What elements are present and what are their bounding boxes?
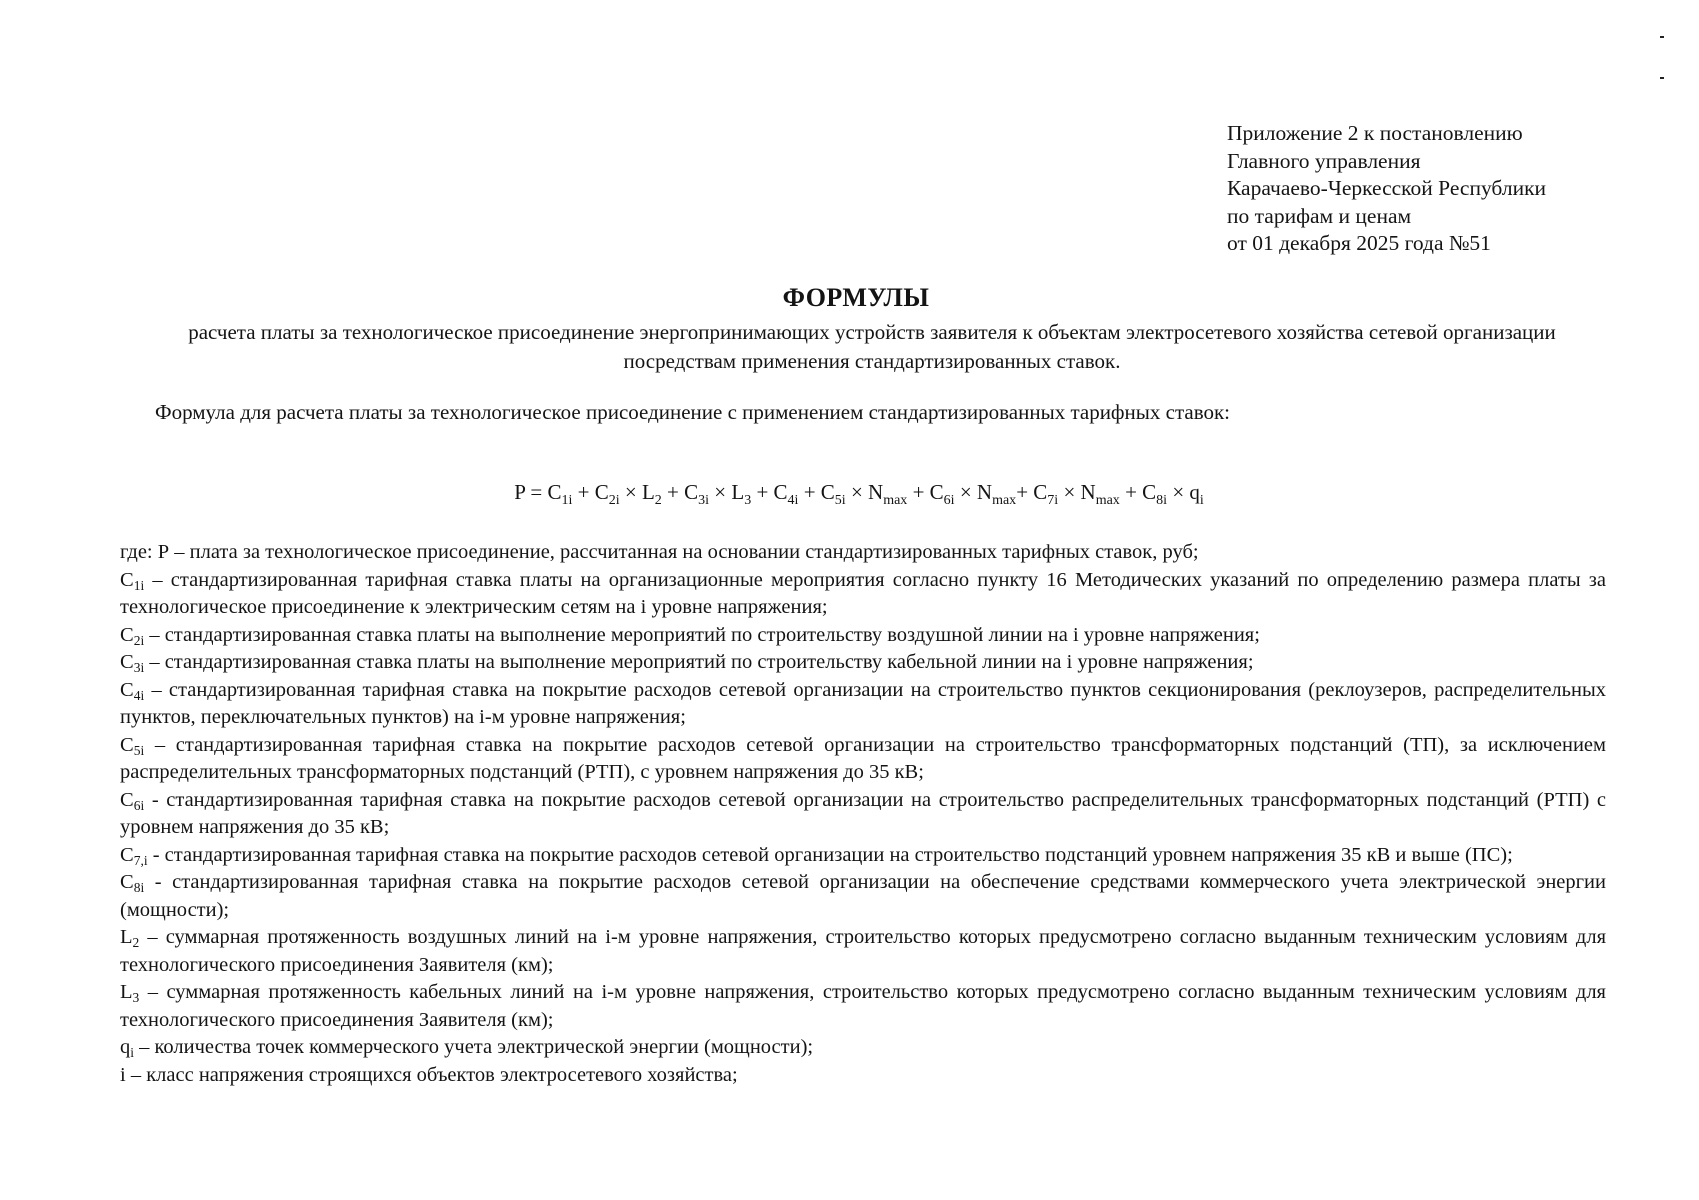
scan-mark	[1660, 77, 1664, 79]
definition-p: где: Р – плата за технологическое присоединение, рассчитанная на основании стандартизированных тарифных ставок, руб;	[120, 541, 1199, 563]
definition-q: $q_i$ – количества точек коммерческого учета электрической энергии (мощности);	[120, 1036, 814, 1060]
definition-c8: $С_{8i}$ - стандартизированная тарифная ставка на покрытие расходов сетевой организации на обеспечение средствами коммерческого учета электрической энергии (мощности);	[120, 871, 1606, 921]
definition-c7: $С_{7,i}$ - стандартизированная тарифная ставка на покрытие расходов сетевой организации на строительство подстанций уровнем напряжения 35 кВ и выше (ПС);	[120, 843, 1513, 868]
definition-c1: $С_{1i}$ – стандартизированная тарифная ставка платы на организационные мероприятия согласно пункту 16 Методических указаний по определению размера платы за технологическое присоединение к электрическим сетям на i уровне напряжения;	[120, 568, 1606, 618]
main-formula: $P = C_{1i} + C_{2i} \times L_2 + C_{3i} \times L_3 + C_{4i} + C_{5i} \times N_{max} + C_{6i} \times N_{max}+ C_{7i} \times N_{max} + C_{8i} \times q_i$	[514, 480, 1204, 508]
definition-c4: $С_{4i}$ – стандартизированная тарифная ставка на покрытие расходов сетевой организации на строительство пунктов секционирования (реклоузеров, распределительных пунктов, переключательных пунктов) на i-м уровне напряжения;	[120, 678, 1606, 728]
appendix-line: Карачаево-Черкесской Республики	[1227, 176, 1547, 200]
definition-c3: $С_{3i}$ – стандартизированная ставка платы на выполнение мероприятий по строительству кабельной линии на i уровне напряжения;	[120, 651, 1254, 675]
document-subtitle: расчета платы за технологическое присоединение энергопринимающих устройств заявителя к объектам электросетевого хозяйства сетевой организации посредствам применения стандартизированных ставок.	[188, 320, 1556, 373]
definition-c5: $С_{5i}$ – стандартизированная тарифная ставка на покрытие расходов сетевой организации на строительство трансформаторных подстанций (ТП), за исключением распределительных трансформаторных подстанций (РТП), с уровнем напряжения до 35 кВ;	[120, 733, 1606, 783]
appendix-note	[1227, 120, 1667, 258]
definition-c6: $С_{6i}$ - стандартизированная тарифная ставка на покрытие расходов сетевой организации на строительство распределительных трансформаторных подстанций (РТП) с уровнем напряжения до 35 кВ;	[120, 788, 1606, 838]
scan-mark	[1660, 36, 1664, 38]
definition-l2: $L_2$ – суммарная протяженность воздушных линий на i-м уровне напряжения, строительство которых предусмотрено согласно выданным техническим условиям для технологического присоединения Заявителя (км);	[120, 926, 1606, 976]
appendix-line: от 01 декабря 2025 года №51	[1227, 231, 1491, 255]
definition-c2: $С_{2i}$ – стандартизированная ставка платы на выполнение мероприятий по строительству воздушной линии на i уровне напряжения;	[120, 623, 1260, 648]
formula-intro: Формула для расчета платы за технологическое присоединение с применением стандартизированных тарифных ставок:	[155, 400, 1231, 424]
definition-l3: $L_3$ – суммарная протяженность кабельных линий на i-м уровне напряжения, строительство которых предусмотрено согласно выданным техническим условиям для технологического присоединения Заявителя (км);	[120, 981, 1606, 1031]
definitions-list	[120, 539, 1606, 1089]
definition-i: i – класс напряжения строящихся объектов электросетевого хозяйства;	[120, 1063, 738, 1086]
appendix-line: по тарифам и ценам	[1227, 203, 1412, 228]
appendix-line: Приложение 2 к постановлению	[1227, 121, 1523, 145]
document-title: ФОРМУЛЫ	[782, 283, 930, 312]
appendix-line: Главного управления	[1227, 148, 1421, 173]
